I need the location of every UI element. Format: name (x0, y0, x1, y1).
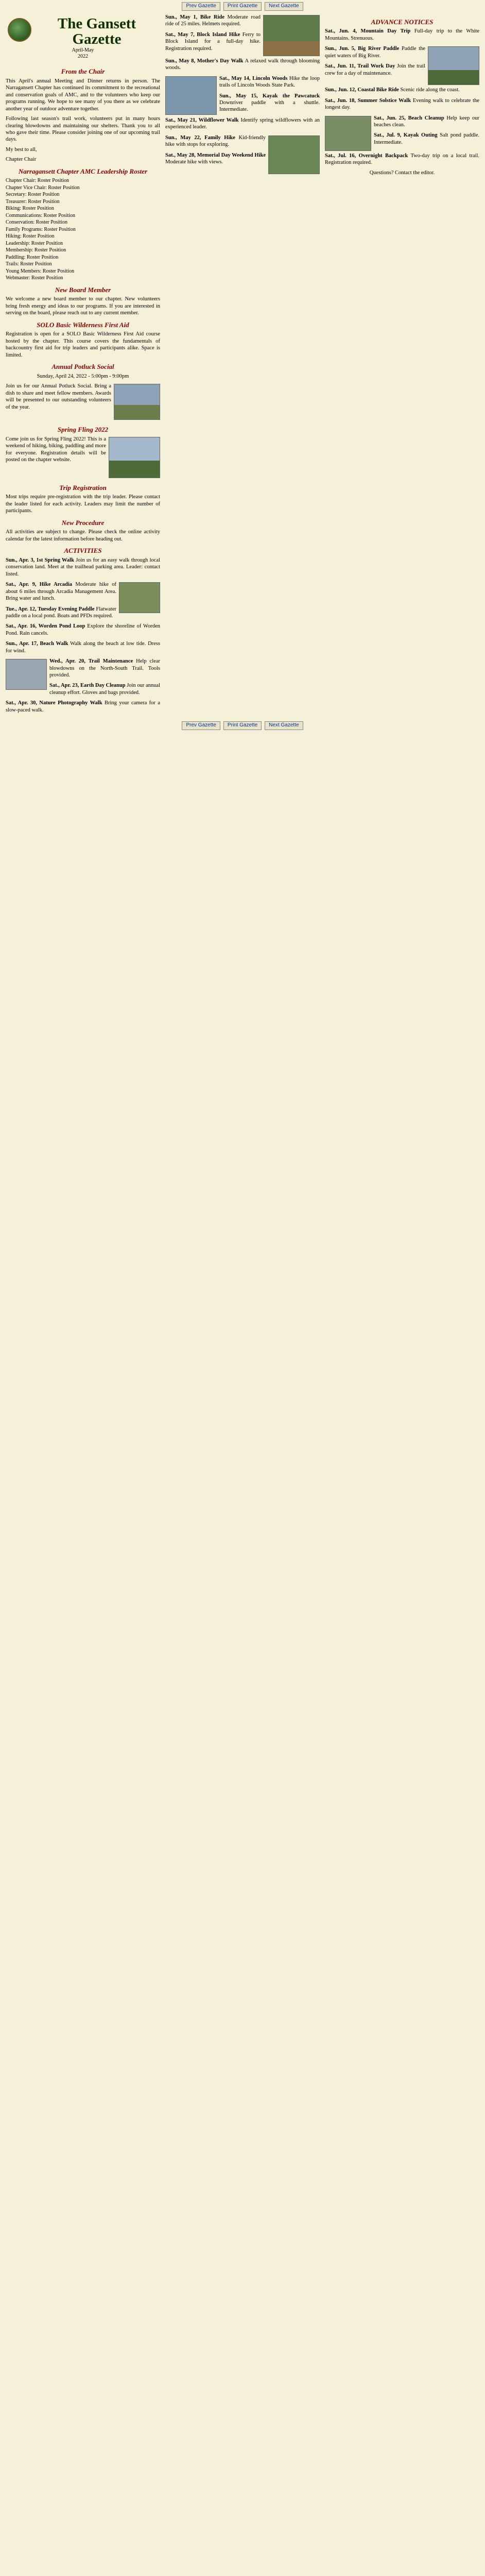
activity-text: Help clear blowdowns on the North-South Trail. Tools provided. (49, 658, 160, 679)
activity-photo (165, 76, 217, 115)
activity-item (165, 117, 320, 131)
activity-date: Sun., Apr. 3, 1st Spring Walk (6, 557, 74, 563)
leadership-item: Biking: Roster Position (6, 206, 54, 212)
activity-date: Sun., Jun. 12, Coastal Bike Ride (325, 87, 399, 93)
activity-item (325, 28, 479, 42)
activity-text: Ferry to Block Island for a full-day hike. Registration required. (165, 31, 261, 52)
leadership-item: Membership: Roster Position (6, 247, 66, 253)
potluck-heading: Annual Potluck Social (51, 363, 114, 371)
activity-date: Wed., Apr. 20, Trail Maintenance (49, 658, 133, 665)
activity-date: Sat., Jun. 18, Summer Solstice Walk (325, 97, 411, 104)
activity-date: Sat., Jun. 25, Beach Cleanup (374, 115, 444, 121)
activity-text: Join us for an easy walk through local conservation land. Meet at the trailhead parking area. Leader: contact listed. (6, 557, 160, 577)
activity-text: Help keep our beaches clean. (374, 115, 479, 128)
activity-date: Sat., May 28, Memorial Day Weekend Hike (165, 152, 266, 158)
leadership-item: Treasurer: Roster Position (6, 198, 60, 205)
activity-text: Paddle the quiet waters of Big River. (325, 46, 426, 59)
activity-date: Sat., Apr. 23, Earth Day Cleanup (49, 683, 126, 689)
masthead (6, 14, 160, 63)
leadership-item: Paddling: Roster Position (6, 254, 59, 260)
leadership-item: Young Members: Roster Position (6, 268, 75, 274)
activity-date: Sat., May 7, Block Island Hike (165, 31, 240, 38)
prev-gazette-button[interactable]: Prev Gazette (182, 2, 220, 11)
next-gazette-button[interactable]: Next Gazette (265, 721, 303, 730)
calendar-text: All activities are subject to change. Please check the online activity calendar for the latest information before heading out. (6, 529, 160, 542)
spring-fling-text: Come join us for Spring Fling 2022! This is a weekend of hiking, biking, paddling and more for everyone. Registration details will be posted on the chapter website. (6, 436, 106, 463)
activity-item (6, 640, 160, 654)
activity-item (325, 152, 479, 166)
registration-text: Most trips require pre-registration with the trip leader. Please contact the leader listed for each activity. Leaders may limit the number of participants. (6, 494, 160, 514)
activity-date: Sat., Jul. 16, Overnight Backpack (325, 152, 408, 159)
year: 2022 (78, 54, 88, 60)
activity-item (325, 87, 479, 93)
activity-photo (325, 116, 371, 151)
title-line-1: The Gansett (57, 15, 136, 32)
activity-text: Moderate hike with views. (165, 159, 223, 165)
print-gazette-button[interactable]: Print Gazette (223, 2, 262, 11)
activity-text: Join the trail crew for a day of maintenance. (325, 63, 425, 76)
activity-text: Identify spring wildflowers with an experienced leader. (165, 117, 320, 130)
activity-text: Evening walk to celebrate the longest day. (325, 97, 479, 111)
activity-date: Sun., May 22, Family Hike (165, 134, 235, 141)
solo-text: Registration is open for a SOLO Basic Wilderness First Aid course hosted by the chapter. This course covers the fundamentals of backcountry first aid for trip leaders and participants alike. Space is limited. (6, 331, 160, 358)
activity-text: Full-day trip to the White Mountains. Strenuous. (325, 28, 479, 41)
footer-contact: Questions? Contact the editor. (369, 170, 435, 176)
activity-date: Sun., Apr. 17, Beach Walk (6, 641, 68, 647)
activity-text: A relaxed walk through blooming woods. (165, 58, 320, 71)
print-gazette-button[interactable]: Print Gazette (223, 721, 262, 730)
activity-date: Sat., Apr. 30, Nature Photography Walk (6, 700, 102, 706)
leadership-item: Conservation: Roster Position (6, 219, 67, 226)
leadership-item: Webmaster: Roster Position (6, 275, 63, 281)
activity-item (325, 97, 479, 111)
columns (0, 13, 485, 717)
activity-date: Sat., Jun. 11, Trail Work Day (325, 63, 395, 70)
activity-item (6, 623, 160, 637)
activity-photo (6, 659, 47, 690)
activity-date: Sun., May 8, Mother's Day Walk (165, 58, 244, 64)
potluck-text: Join us for our Annual Potluck Social. Bring a dish to share and meet fellow members. Awards will be presented to our outstanding volunteers of the year. (6, 383, 111, 410)
leadership-heading: Narragansett Chapter AMC Leadership Roster (18, 167, 148, 175)
leadership-item: Chapter Chair: Roster Position (6, 178, 70, 184)
activity-date: Sun., May 15, Kayak the Pawcatuck (219, 93, 320, 99)
activity-photo (119, 582, 160, 613)
advance-notices-heading: ADVANCE NOTICES (371, 18, 434, 26)
leadership-item: Leadership: Roster Position (6, 240, 63, 246)
from-chair-heading: From the Chair (61, 67, 105, 76)
solo-heading: SOLO Basic Wilderness First Aid (37, 320, 129, 329)
top-nav (0, 0, 485, 13)
leadership-item: Chapter Vice Chair: Roster Position (6, 184, 80, 191)
column-3 (325, 14, 479, 717)
activity-text: Bring your camera for a slow-paced walk. (6, 700, 160, 713)
activity-photo (268, 135, 320, 174)
leadership-item: Hiking: Roster Position (6, 233, 55, 240)
bottom-nav (0, 717, 485, 733)
from-chair-sign1: My best to all, (6, 146, 37, 152)
from-chair-p2: Following last season's trail work, volunteers put in many hours clearing blowdowns and maintaining our shelters. Thank you to all who gave their time. Please consider joining one of our upcoming trail days. (6, 116, 160, 143)
issue: April-May (72, 47, 94, 53)
leadership-item: Trails: Roster Position (6, 261, 52, 267)
column-1 (6, 14, 160, 717)
activity-text: Two-day trip on a local trail. Registration required. (325, 152, 479, 166)
activities-heading: ACTIVITIES (64, 547, 102, 555)
activity-item (6, 557, 160, 578)
column-2 (165, 14, 320, 717)
potluck-date: Sunday, April 24, 2022 - 5:00pm - 9:00pm (37, 373, 129, 379)
activity-photo (263, 15, 320, 56)
activity-text: Flatwater paddle on a local pond. Boats and PFDs required. (6, 606, 117, 619)
activity-date: Sat., Jul. 9, Kayak Outing (374, 132, 438, 139)
activity-text: Hike the loop trails of Lincoln Woods State Park. (219, 75, 320, 89)
calendar-heading: New Procedure (61, 518, 105, 527)
potluck-photo (114, 384, 160, 420)
activity-item (165, 58, 320, 72)
activity-date: Sun., May 1, Bike Ride (165, 14, 224, 20)
spring-fling-heading: Spring Fling 2022 (57, 426, 109, 434)
prev-gazette-button[interactable]: Prev Gazette (182, 721, 220, 730)
activity-date: Sat., May 21, Wildflower Walk (165, 117, 239, 123)
next-gazette-button[interactable]: Next Gazette (265, 2, 303, 11)
activity-date: Sat., Jun. 4, Mountain Day Trip (325, 28, 411, 35)
activity-text: Walk along the beach at low tide. Dress for wind. (6, 641, 160, 654)
activity-text: Salt pond paddle. Intermediate. (374, 132, 479, 145)
activity-text: Moderate road ride of 25 miles. Helmets required. (165, 14, 261, 27)
activity-text: Moderate hike of about 6 miles through Arcadia Management Area. Bring water and lunch. (6, 582, 116, 602)
activity-date: Sat., Apr. 16, Worden Pond Loop (6, 623, 85, 630)
activity-item (6, 700, 160, 714)
activity-text: Join our annual cleanup effort. Gloves and bags provided. (49, 683, 160, 696)
activity-text: Explore the shoreline of Worden Pond. Rain cancels. (6, 623, 160, 636)
activities-col1 (6, 557, 160, 714)
from-chair-sign2: Chapter Chair (6, 157, 37, 163)
activity-photo (428, 46, 479, 85)
activity-date: Sat., May 14, Lincoln Woods (219, 75, 288, 81)
activity-text: Downriver paddle with a shuttle. Intermediate. (219, 99, 320, 113)
amc-logo-icon (8, 18, 31, 42)
leadership-item: Communications: Roster Position (6, 212, 76, 218)
activity-text: Scenic ride along the coast. (400, 87, 460, 93)
new-board-heading: New Board Member (55, 285, 111, 294)
title-line-2: Gazette (72, 31, 122, 48)
leadership-list (6, 177, 160, 282)
registration-heading: Trip Registration (59, 483, 107, 492)
leadership-item: Secretary: Roster Position (6, 192, 60, 198)
leadership-item: Family Programs: Roster Position (6, 226, 76, 232)
spring-fling-photo (109, 437, 160, 478)
new-board-text: We welcome a new board member to our chapter. New volunteers bring fresh energy and ideas to our programs. If you are interested in serving on the board, please reach out to any current member. (6, 296, 160, 316)
activity-date: Sat., Apr. 9, Hike Arcadia (6, 582, 73, 588)
from-chair-p1: This April's annual Meeting and Dinner returns in person. The Narragansett Chapter has continued its commitment to the recreational and conservation goals of AMC, and to the volunteers who keep our programs running. We hope to see many of you there as we celebrate another year of outdoor adventure together. (6, 78, 160, 112)
activity-text: Kid-friendly hike with stops for exploring. (165, 134, 266, 148)
activity-date: Sun., Jun. 5, Big River Paddle (325, 46, 400, 52)
activity-date: Tue., Apr. 12, Tuesday Evening Paddle (6, 606, 95, 612)
